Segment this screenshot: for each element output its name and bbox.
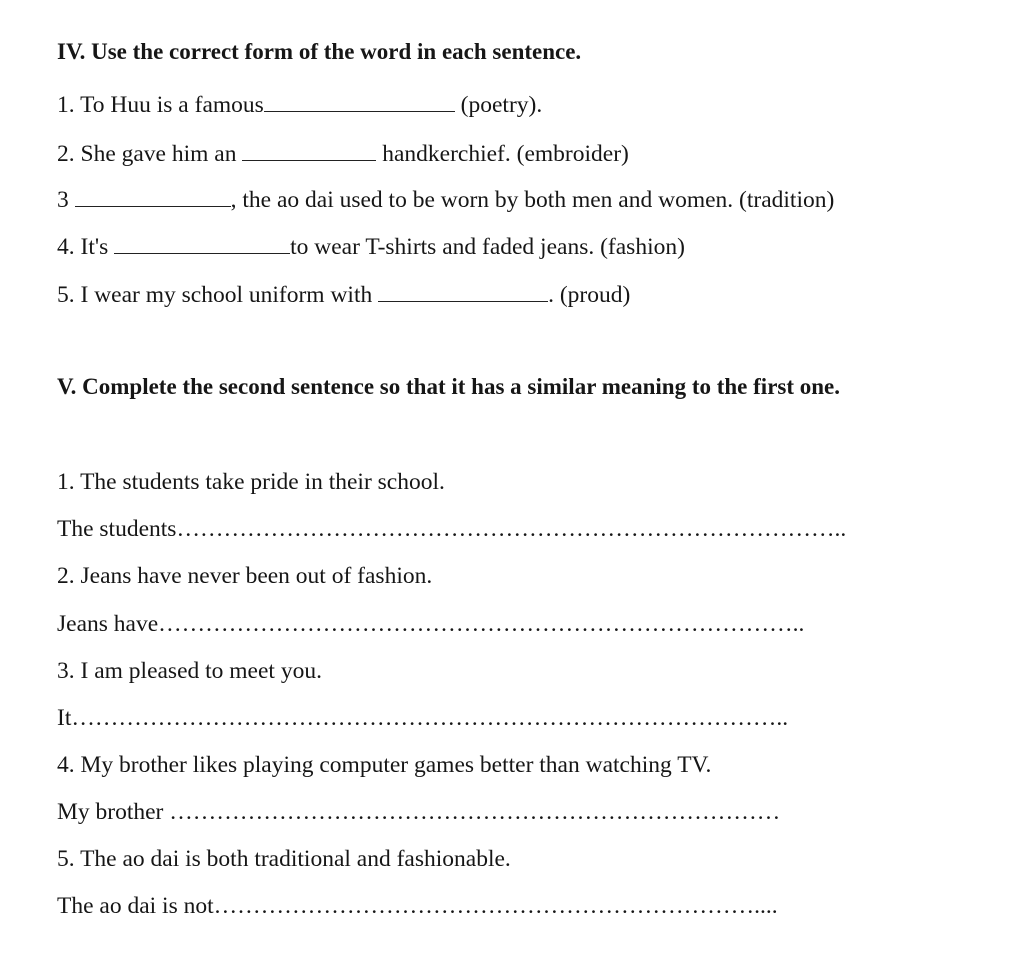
section-4-heading: IV. Use the correct form of the word in each sentence.: [57, 39, 582, 64]
exercise-4-item-3: [57, 185, 834, 215]
exercise-5-rewrite-1[interactable]: [57, 514, 846, 544]
rewrite-prompt: The students: [57, 516, 177, 542]
answer-blank-5[interactable]: [378, 283, 548, 302]
section-5-heading: V. Complete the second sentence so that it has a similar meaning to the first one.: [57, 374, 841, 399]
rewrite-dotted-line[interactable]: …………………………………………………………………………..: [176, 516, 847, 542]
item-text-after: , the ao dai used to be worn by both men and women. (tradition): [230, 187, 835, 213]
item-text-after: . (proud): [548, 282, 631, 308]
exercise-5-sentence-3: 3. I am pleased to meet you.: [57, 658, 322, 684]
answer-blank-2[interactable]: [242, 142, 376, 161]
item-text-before: 4. It's: [57, 234, 115, 260]
exercise-4-item-2: [57, 139, 629, 169]
rewrite-dotted-line[interactable]: ………………………………………………………………………..: [158, 611, 805, 637]
exercise-5-sentence-2: 2. Jeans have never been out of fashion.: [57, 563, 433, 589]
exercise-5-sentence-4: 4. My brother likes playing computer games better than watching TV.: [57, 752, 712, 778]
answer-blank-4[interactable]: [114, 235, 290, 254]
rewrite-prompt: My brother: [57, 799, 170, 825]
exercise-5-rewrite-4[interactable]: [57, 797, 780, 827]
exercise-5-sentence-5: 5. The ao dai is both traditional and fashionable.: [57, 846, 511, 872]
exercise-5-rewrite-5[interactable]: [57, 891, 778, 921]
answer-blank-1[interactable]: [264, 93, 455, 112]
rewrite-prompt: The ao dai is not: [57, 893, 214, 919]
rewrite-prompt: It: [57, 705, 72, 731]
exercise-4-item-5: [57, 280, 630, 310]
item-text-after: handkerchief. (embroider): [376, 141, 629, 167]
rewrite-dotted-line[interactable]: ……………………………………………………………………: [169, 799, 781, 825]
item-text-after: to wear T-shirts and faded jeans. (fashion): [290, 234, 685, 260]
exercise-4-item-4: [57, 232, 685, 262]
item-text-after: (poetry).: [454, 92, 543, 118]
exercise-5-rewrite-2[interactable]: [57, 609, 804, 639]
exercise-5-sentence-1: 1. The students take pride in their school.: [57, 469, 445, 495]
item-text-before: 5. I wear my school uniform with: [57, 282, 379, 308]
item-text-before: 3: [57, 187, 75, 213]
rewrite-dotted-line[interactable]: ………………………………………………………………………………..: [71, 705, 789, 731]
item-text-before: 2. She gave him an: [57, 141, 243, 167]
answer-blank-3[interactable]: [75, 188, 231, 207]
exercise-5-rewrite-3[interactable]: [57, 703, 788, 733]
rewrite-dotted-line[interactable]: ……………………………………………………………....: [213, 893, 778, 919]
rewrite-prompt: Jeans have: [57, 611, 159, 637]
item-text-before: 1. To Huu is a famous: [57, 92, 264, 118]
exercise-4-item-1: [57, 90, 542, 120]
